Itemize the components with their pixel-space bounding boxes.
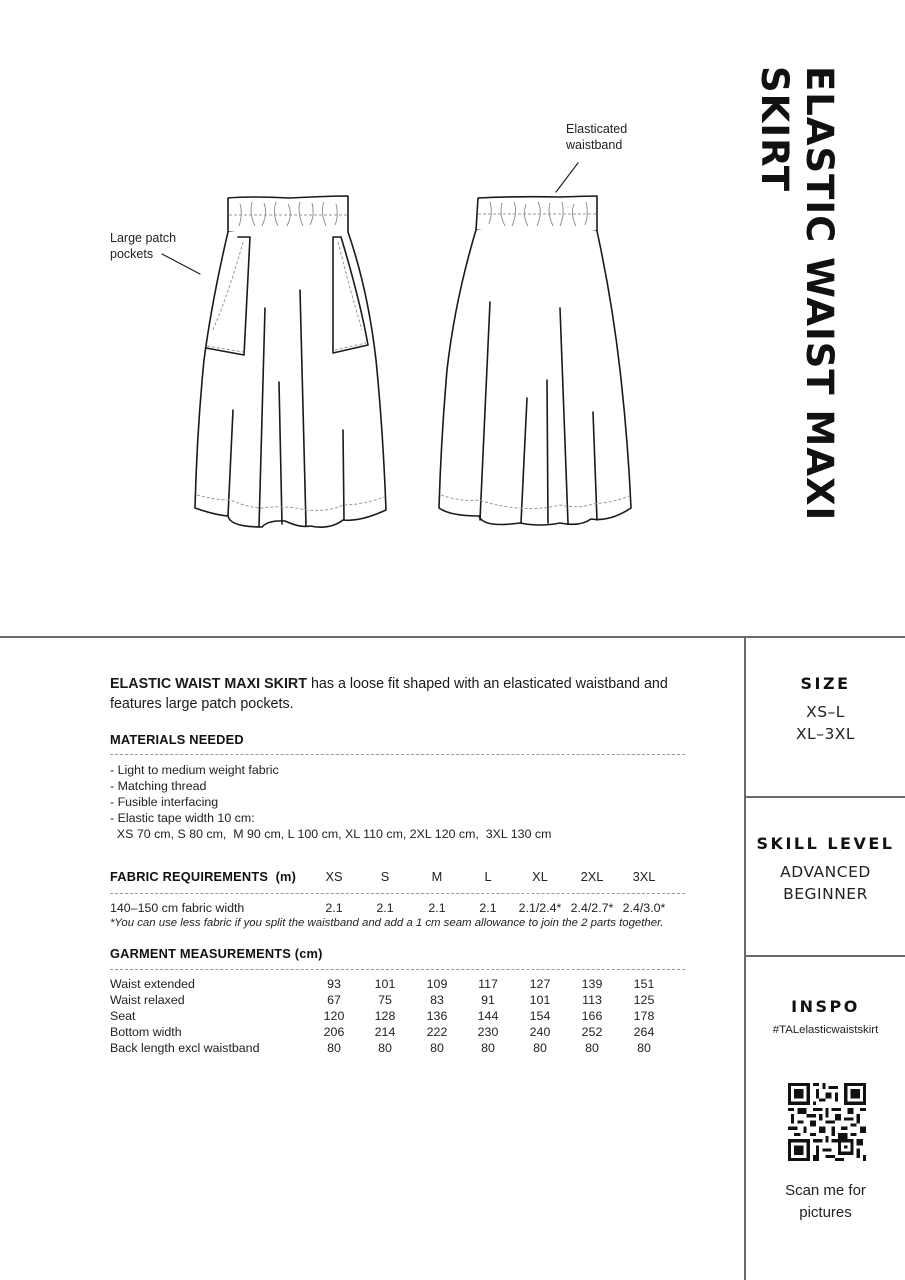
section-divider [0,636,905,638]
cell: 2.1/2.4* [518,901,562,915]
size-col-header: L [484,869,492,884]
inspo-heading: INSPO [791,997,860,1016]
materials-heading: MATERIALS NEEDED [110,732,244,747]
garment-row [110,1008,685,1024]
cell: 2.1 [325,901,343,915]
size-col-header: XL [532,869,548,884]
panel-divider-size [746,796,905,798]
cell: 252 [581,1025,603,1039]
callout-waistband [566,121,627,153]
cell: 80 [533,1041,547,1055]
cell: 80 [585,1041,599,1055]
size-panel [746,674,905,745]
cell: 214 [374,1025,396,1039]
panel-divider-skill [746,955,905,957]
fabric-heading: FABRIC REQUIREMENTS (m) [110,869,297,884]
cell: 2.1 [428,901,446,915]
cell: 2.4/3.0* [622,901,666,915]
title-block [752,66,842,541]
size-heading: SIZE [800,674,851,693]
skirt-flat-drawings-icon [0,0,740,620]
cell: 80 [481,1041,495,1055]
row-label: Bottom width [110,1025,182,1039]
cell: 178 [633,1009,655,1023]
title-line-2: SKIRT [753,66,796,193]
skill-panel [746,834,905,905]
fabric-row [110,900,685,916]
callout-waistband-line-2: waistband [566,138,623,152]
garment-row [110,976,685,992]
dashed-rule [110,969,685,970]
materials-item: - Matching thread [110,779,207,793]
cell: 2.1 [376,901,394,915]
inspo-panel [746,997,905,1036]
cell: 166 [581,1009,603,1023]
cell: 230 [477,1025,499,1039]
cell: 127 [529,977,551,991]
row-label: Waist extended [110,977,195,991]
materials-item: - Elastic tape width 10 cm: [110,811,255,825]
cell: 113 [582,993,602,1007]
cell: 67 [327,993,341,1007]
row-label: 140–150 cm fabric width [110,901,245,915]
cell: 109 [426,977,448,991]
size-col-header: S [380,869,390,884]
cell: 101 [374,977,396,991]
skill-level-line-2: BEGINNER [783,885,868,903]
materials-item: - Fusible interfacing [110,795,219,809]
cell: 154 [529,1009,551,1023]
callout-pockets [110,230,176,262]
cell: 75 [378,993,392,1007]
callout-waistband-line-1: Elasticated [566,122,628,136]
row-label: Waist relaxed [110,993,185,1007]
garment-row [110,1024,685,1040]
skill-heading: SKILL LEVEL [756,834,895,853]
cell: 117 [478,977,498,991]
row-label: Back length excl waistband [110,1041,260,1055]
cell: 151 [633,977,655,991]
callout-pockets-line-1: Large patch [110,231,177,245]
garment-illustration [0,0,740,620]
inspo-hashtag[interactable]: #TALelasticwaistskirt [772,1024,879,1036]
intro-text: has a loose fit shaped with an elasticated waistband and features large patch pockets. [110,676,668,712]
cell: 80 [637,1041,651,1055]
materials-item: XS 70 cm, S 80 cm, M 90 cm, L 100 cm, XL 110 cm, 2XL 120 cm, 3XL 130 cm [110,827,552,841]
cell: 80 [430,1041,444,1055]
cell: 240 [529,1025,551,1039]
size-col-header: XS [325,869,343,884]
cell: 120 [323,1009,345,1023]
cell: 91 [481,993,495,1007]
garment-row [110,1040,685,1056]
garment-table [110,976,685,1056]
intro-paragraph [110,674,685,714]
cell: 101 [529,993,551,1007]
scan-caption-line-2: pictures [799,1204,852,1221]
page-title [752,66,842,541]
cell: 93 [327,977,341,991]
scan-caption [746,1180,905,1224]
cell: 80 [378,1041,392,1055]
cell: 2.1 [479,901,497,915]
cell: 206 [323,1025,345,1039]
title-line-1: ELASTIC WAIST MAXI [798,66,841,522]
row-label: Seat [110,1009,136,1023]
size-range-1: XS–L [806,703,845,721]
scan-caption-line-1: Scan me for [785,1182,866,1199]
size-col-header: M [431,869,443,884]
cell: 2.4/2.7* [570,901,614,915]
cell: 222 [426,1025,448,1039]
dashed-rule [110,893,685,894]
cell: 80 [327,1041,341,1055]
materials-list [110,762,685,842]
cell: 83 [430,993,444,1007]
fabric-header-row [110,869,685,885]
dashed-rule [110,754,685,755]
materials-item: - Light to medium weight fabric [110,763,279,777]
size-col-header: 2XL [580,869,604,884]
size-col-header: 3XL [632,869,656,884]
size-range-2: XL–3XL [795,725,856,743]
cell: 136 [426,1009,448,1023]
cell: 125 [633,993,655,1007]
qr-code-icon[interactable] [788,1083,866,1161]
callout-pockets-line-2: pockets [110,247,154,261]
cell: 144 [477,1009,499,1023]
garment-heading: GARMENT MEASUREMENTS (cm) [110,946,323,961]
front-view [195,196,386,527]
cell: 264 [633,1025,655,1039]
cell: 128 [374,1009,396,1023]
garment-row [110,992,685,1008]
skill-level-line-1: ADVANCED [780,863,871,881]
intro-product-name: ELASTIC WAIST MAXI SKIRT [110,676,307,692]
back-view [439,196,631,525]
cell: 139 [581,977,603,991]
fabric-footnote: *You can use less fabric if you split the waistband and add a 1 cm seam allowance to join the 2 parts together. [110,917,664,929]
pattern-info [110,674,685,1056]
